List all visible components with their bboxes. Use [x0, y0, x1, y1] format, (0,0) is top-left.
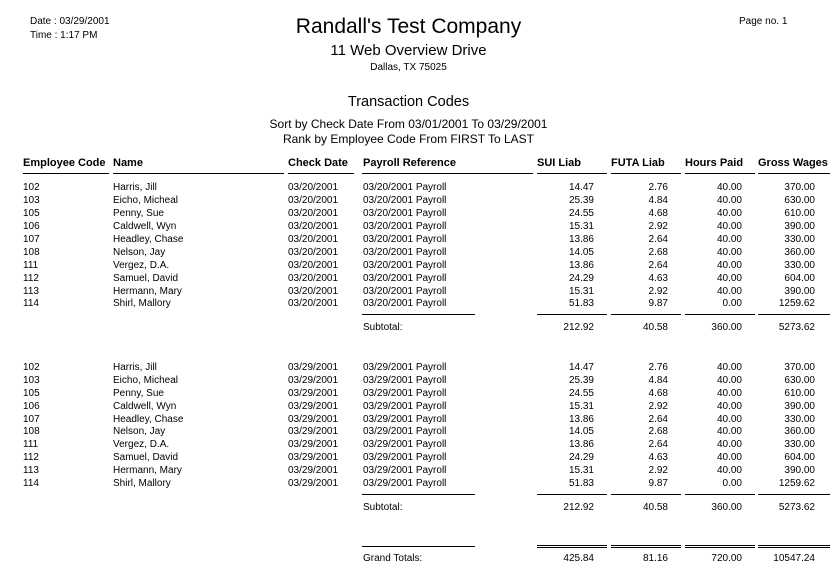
cell-date: 03/29/2001 [288, 388, 339, 399]
company-address-line1: 11 Web Overview Drive [330, 42, 487, 59]
cell-date: 03/20/2001 [288, 182, 339, 193]
report-title: Transaction Codes [347, 94, 470, 110]
report-date: Date : 03/29/2001 [30, 16, 110, 27]
cell-futa: 4.68 [648, 388, 668, 399]
col-header-payroll-reference: Payroll Reference [363, 157, 456, 169]
cell-date: 03/29/2001 [288, 478, 339, 489]
cell-code: 103 [23, 375, 40, 386]
cell-code: 113 [23, 465, 39, 476]
grand-total-rule [758, 545, 830, 548]
cell-wages: 370.00 [784, 182, 815, 193]
cell-reference: 03/20/2001 Payroll [363, 221, 447, 232]
cell-hours: 40.00 [716, 195, 742, 206]
cell-reference: 03/29/2001 Payroll [363, 375, 447, 386]
cell-hours: 0.00 [722, 298, 742, 309]
cell-code: 111 [23, 439, 39, 450]
cell-sui: 51.83 [568, 298, 594, 309]
subtotal-label: Subtotal: [363, 502, 403, 513]
cell-date: 03/29/2001 [288, 439, 339, 450]
cell-reference: 03/29/2001 Payroll [363, 401, 447, 412]
cell-wages: 630.00 [784, 195, 815, 206]
cell-wages: 330.00 [784, 414, 815, 425]
cell-reference: 03/29/2001 Payroll [363, 452, 447, 463]
cell-sui: 15.31 [568, 221, 594, 232]
cell-hours: 40.00 [716, 426, 742, 437]
cell-name: Eicho, Micheal [113, 375, 179, 386]
subtotal-rule [362, 314, 475, 315]
header-underline [288, 173, 354, 174]
cell-sui: 14.05 [568, 426, 594, 437]
col-header-employee-code: Employee Code [23, 157, 106, 169]
cell-code: 105 [23, 208, 40, 219]
cell-wages: 370.00 [784, 362, 815, 373]
cell-date: 03/29/2001 [288, 426, 339, 437]
cell-reference: 03/20/2001 Payroll [363, 234, 447, 245]
cell-sui: 13.86 [568, 414, 594, 425]
cell-futa: 4.84 [648, 375, 668, 386]
cell-reference: 03/20/2001 Payroll [363, 247, 447, 258]
cell-wages: 1259.62 [778, 298, 815, 309]
cell-name: Vergez, D.A. [113, 439, 170, 450]
cell-code: 114 [23, 298, 39, 309]
cell-reference: 03/29/2001 Payroll [363, 426, 447, 437]
grand-total-wages: 10547.24 [773, 553, 815, 564]
cell-hours: 40.00 [716, 286, 742, 297]
cell-futa: 2.64 [648, 414, 668, 425]
subtotal-hours: 360.00 [711, 502, 742, 513]
subtotal-rule [685, 314, 755, 315]
cell-name: Samuel, David [113, 273, 179, 284]
cell-wages: 390.00 [784, 221, 815, 232]
cell-reference: 03/20/2001 Payroll [363, 208, 447, 219]
subtotal-rule [362, 494, 475, 495]
cell-sui: 25.39 [568, 375, 594, 386]
cell-sui: 25.39 [568, 195, 594, 206]
company-name: Randall's Test Company [295, 15, 522, 38]
cell-date: 03/20/2001 [288, 260, 339, 271]
cell-futa: 2.92 [648, 286, 668, 297]
cell-name: Nelson, Jay [113, 247, 166, 258]
cell-sui: 15.31 [568, 401, 594, 412]
report-time: Time : 1:17 PM [30, 30, 98, 41]
cell-wages: 330.00 [784, 260, 815, 271]
cell-name: Caldwell, Wyn [113, 401, 177, 412]
col-header-gross-wages: Gross Wages [758, 157, 828, 169]
subtotal-wages: 5273.62 [778, 322, 815, 333]
cell-date: 03/20/2001 [288, 195, 339, 206]
cell-name: Harris, Jill [113, 182, 157, 193]
header-underline [362, 173, 533, 174]
subtotal-rule [611, 494, 681, 495]
grand-total-futa: 81.16 [642, 553, 668, 564]
cell-date: 03/20/2001 [288, 273, 339, 284]
cell-code: 114 [23, 478, 39, 489]
cell-date: 03/29/2001 [288, 452, 339, 463]
col-header-hours-paid: Hours Paid [685, 157, 744, 169]
cell-sui: 13.86 [568, 234, 594, 245]
cell-sui: 14.47 [568, 182, 594, 193]
subtotal-sui: 212.92 [563, 502, 594, 513]
cell-hours: 40.00 [716, 208, 742, 219]
cell-date: 03/20/2001 [288, 298, 339, 309]
cell-sui: 51.83 [568, 478, 594, 489]
cell-sui: 24.55 [568, 208, 594, 219]
cell-sui: 14.05 [568, 247, 594, 258]
cell-date: 03/20/2001 [288, 247, 339, 258]
cell-hours: 40.00 [716, 388, 742, 399]
cell-name: Hermann, Mary [113, 465, 182, 476]
cell-name: Vergez, D.A. [113, 260, 170, 271]
subtotal-rule [758, 494, 830, 495]
cell-name: Shirl, Mallory [113, 298, 171, 309]
cell-wages: 360.00 [784, 247, 815, 258]
cell-sui: 15.31 [568, 286, 594, 297]
cell-name: Harris, Jill [113, 362, 157, 373]
cell-code: 108 [23, 426, 40, 437]
rank-criteria: Rank by Employee Code From FIRST To LAST [283, 132, 534, 146]
cell-wages: 610.00 [784, 388, 815, 399]
header-underline [113, 173, 284, 174]
cell-code: 105 [23, 388, 40, 399]
col-header-check-date: Check Date [288, 157, 348, 169]
subtotal-hours: 360.00 [711, 322, 742, 333]
cell-wages: 330.00 [784, 439, 815, 450]
company-address-line2: Dallas, TX 75025 [370, 62, 447, 73]
cell-wages: 360.00 [784, 426, 815, 437]
cell-code: 107 [23, 234, 40, 245]
cell-reference: 03/29/2001 Payroll [363, 388, 447, 399]
col-header-futa-liab: FUTA Liab [611, 157, 665, 169]
cell-name: Headley, Chase [113, 234, 184, 245]
cell-futa: 2.68 [648, 426, 668, 437]
cell-code: 108 [23, 247, 40, 258]
cell-date: 03/20/2001 [288, 208, 339, 219]
col-header-name: Name [113, 157, 143, 169]
cell-wages: 390.00 [784, 401, 815, 412]
cell-reference: 03/20/2001 Payroll [363, 298, 447, 309]
cell-code: 106 [23, 401, 40, 412]
cell-name: Headley, Chase [113, 414, 184, 425]
grand-total-rule [685, 545, 755, 548]
subtotal-futa: 40.58 [642, 502, 668, 513]
cell-code: 102 [23, 362, 40, 373]
subtotal-rule [685, 494, 755, 495]
cell-code: 112 [23, 273, 39, 284]
cell-futa: 2.64 [648, 439, 668, 450]
cell-hours: 40.00 [716, 452, 742, 463]
cell-wages: 630.00 [784, 375, 815, 386]
cell-code: 106 [23, 221, 40, 232]
cell-futa: 2.76 [648, 182, 668, 193]
cell-sui: 14.47 [568, 362, 594, 373]
cell-futa: 4.68 [648, 208, 668, 219]
cell-sui: 24.29 [568, 452, 594, 463]
cell-hours: 40.00 [716, 414, 742, 425]
cell-hours: 40.00 [716, 182, 742, 193]
cell-reference: 03/20/2001 Payroll [363, 286, 447, 297]
cell-reference: 03/29/2001 Payroll [363, 465, 447, 476]
cell-name: Penny, Sue [113, 388, 164, 399]
cell-date: 03/29/2001 [288, 465, 339, 476]
cell-reference: 03/20/2001 Payroll [363, 195, 447, 206]
cell-futa: 2.92 [648, 401, 668, 412]
subtotal-sui: 212.92 [563, 322, 594, 333]
subtotal-label: Subtotal: [363, 322, 403, 333]
cell-futa: 4.63 [648, 273, 668, 284]
sort-criteria: Sort by Check Date From 03/01/2001 To 03/29/2001 [269, 117, 548, 131]
cell-futa: 2.68 [648, 247, 668, 258]
cell-name: Samuel, David [113, 452, 179, 463]
cell-reference: 03/20/2001 Payroll [363, 182, 447, 193]
cell-date: 03/29/2001 [288, 375, 339, 386]
grand-total-hours: 720.00 [711, 553, 742, 564]
cell-hours: 40.00 [716, 375, 742, 386]
cell-name: Penny, Sue [113, 208, 164, 219]
cell-wages: 390.00 [784, 286, 815, 297]
cell-wages: 390.00 [784, 465, 815, 476]
subtotal-futa: 40.58 [642, 322, 668, 333]
cell-hours: 40.00 [716, 234, 742, 245]
cell-futa: 4.63 [648, 452, 668, 463]
cell-reference: 03/29/2001 Payroll [363, 478, 447, 489]
cell-date: 03/20/2001 [288, 234, 339, 245]
cell-code: 113 [23, 286, 39, 297]
cell-hours: 40.00 [716, 465, 742, 476]
grand-total-rule [611, 545, 681, 548]
grand-total-sui: 425.84 [563, 553, 594, 564]
cell-wages: 604.00 [784, 273, 815, 284]
cell-futa: 9.87 [648, 298, 668, 309]
cell-futa: 2.64 [648, 234, 668, 245]
col-header-sui-liab: SUI Liab [537, 157, 582, 169]
cell-futa: 4.84 [648, 195, 668, 206]
cell-hours: 40.00 [716, 401, 742, 412]
cell-code: 112 [23, 452, 39, 463]
grand-total-label: Grand Totals: [363, 553, 423, 564]
cell-date: 03/29/2001 [288, 414, 339, 425]
cell-code: 103 [23, 195, 40, 206]
cell-sui: 15.31 [568, 465, 594, 476]
cell-hours: 40.00 [716, 260, 742, 271]
cell-futa: 2.92 [648, 221, 668, 232]
cell-hours: 40.00 [716, 273, 742, 284]
cell-name: Shirl, Mallory [113, 478, 171, 489]
cell-code: 107 [23, 414, 40, 425]
cell-futa: 2.64 [648, 260, 668, 271]
header-underline [685, 173, 755, 174]
cell-hours: 0.00 [722, 478, 742, 489]
subtotal-wages: 5273.62 [778, 502, 815, 513]
cell-wages: 610.00 [784, 208, 815, 219]
cell-reference: 03/20/2001 Payroll [363, 260, 447, 271]
cell-hours: 40.00 [716, 362, 742, 373]
header-underline [758, 173, 830, 174]
cell-wages: 1259.62 [778, 478, 815, 489]
cell-futa: 9.87 [648, 478, 668, 489]
cell-name: Nelson, Jay [113, 426, 166, 437]
header-underline [537, 173, 607, 174]
cell-hours: 40.00 [716, 221, 742, 232]
cell-reference: 03/29/2001 Payroll [363, 362, 447, 373]
cell-date: 03/20/2001 [288, 221, 339, 232]
cell-sui: 13.86 [568, 260, 594, 271]
cell-date: 03/29/2001 [288, 362, 339, 373]
cell-futa: 2.76 [648, 362, 668, 373]
cell-date: 03/20/2001 [288, 286, 339, 297]
cell-reference: 03/20/2001 Payroll [363, 273, 447, 284]
cell-code: 102 [23, 182, 40, 193]
header-underline [23, 173, 109, 174]
cell-reference: 03/29/2001 Payroll [363, 439, 447, 450]
cell-code: 111 [23, 260, 39, 271]
cell-hours: 40.00 [716, 247, 742, 258]
grand-total-rule [537, 545, 607, 548]
cell-name: Eicho, Micheal [113, 195, 179, 206]
header-underline [611, 173, 681, 174]
cell-name: Caldwell, Wyn [113, 221, 177, 232]
cell-name: Hermann, Mary [113, 286, 182, 297]
subtotal-rule [611, 314, 681, 315]
page-number: Page no. 1 [739, 16, 788, 27]
subtotal-rule [758, 314, 830, 315]
cell-sui: 24.55 [568, 388, 594, 399]
cell-wages: 330.00 [784, 234, 815, 245]
cell-sui: 13.86 [568, 439, 594, 450]
cell-reference: 03/29/2001 Payroll [363, 414, 447, 425]
cell-futa: 2.92 [648, 465, 668, 476]
grand-total-rule [362, 546, 475, 547]
subtotal-rule [537, 314, 607, 315]
cell-date: 03/29/2001 [288, 401, 339, 412]
cell-sui: 24.29 [568, 273, 594, 284]
subtotal-rule [537, 494, 607, 495]
cell-hours: 40.00 [716, 439, 742, 450]
cell-wages: 604.00 [784, 452, 815, 463]
